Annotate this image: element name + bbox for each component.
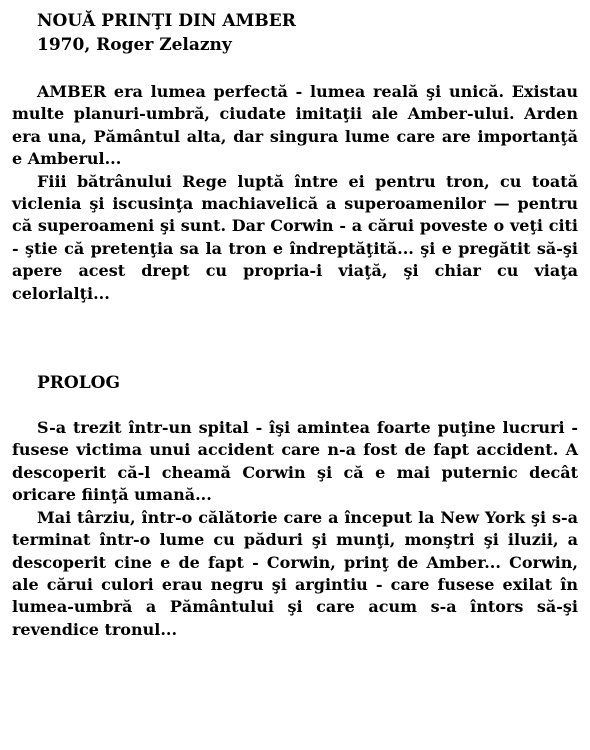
spacer [12, 395, 578, 417]
blurb-paragraph-1: AMBER era lumea perfectă - lumea reală şi unică. Existau multe planuri-umbră, ciudate imitaţii ale Amber-ului. Arden era una, Pământul alta, dar singura lume care are importanţă e Amberul... [12, 82, 578, 169]
prolog-paragraph-1: S-a trezit într-un spital - îşi amintea foarte puţine lucruri - fusese victima unui accident care n-a fost de fapt accident. A descoperit că-l cheamă Corwin şi că e mai puternic decât oricare fiinţă umană... [12, 418, 578, 505]
blurb-section [12, 81, 578, 305]
book-title: NOUĂ PRINŢI DIN AMBER [37, 11, 296, 31]
book-year-author: 1970, Roger Zelazny [37, 35, 232, 55]
blurb-paragraph-2: Fiii bătrânului Rege luptă între ei pentru tron, cu toată viclenia şi iscusinţa machiavelică a superoamenilor — pentru că superoameni şi sunt. Dar Corwin - a cărui poveste o veţi citi - ştie că pretenţia sa la tron e îndreptăţită... şi e pregătit să-şi apere acest drept cu propria-i viaţă, şi chiar cu viaţa celorlalţi... [12, 171, 578, 303]
prolog-paragraph-2: Mai târziu, într-o călătorie care a început la New York şi s-a terminat într-o lume cu păduri şi munţi, monştri şi iluzii, a descoperit cine e de fapt - Corwin, prinţ de Amber... Corwin, ale cărui culori erau negru şi argintiu - care fusese exilat în lumea-umbră a Pământului şi care acum s-a întors să-şi revendice tronul... [12, 507, 578, 639]
document-page [12, 9, 578, 641]
spacer [12, 57, 578, 81]
prolog-heading: PROLOG [37, 373, 120, 394]
spacer [12, 305, 578, 371]
prolog-section [12, 417, 578, 641]
